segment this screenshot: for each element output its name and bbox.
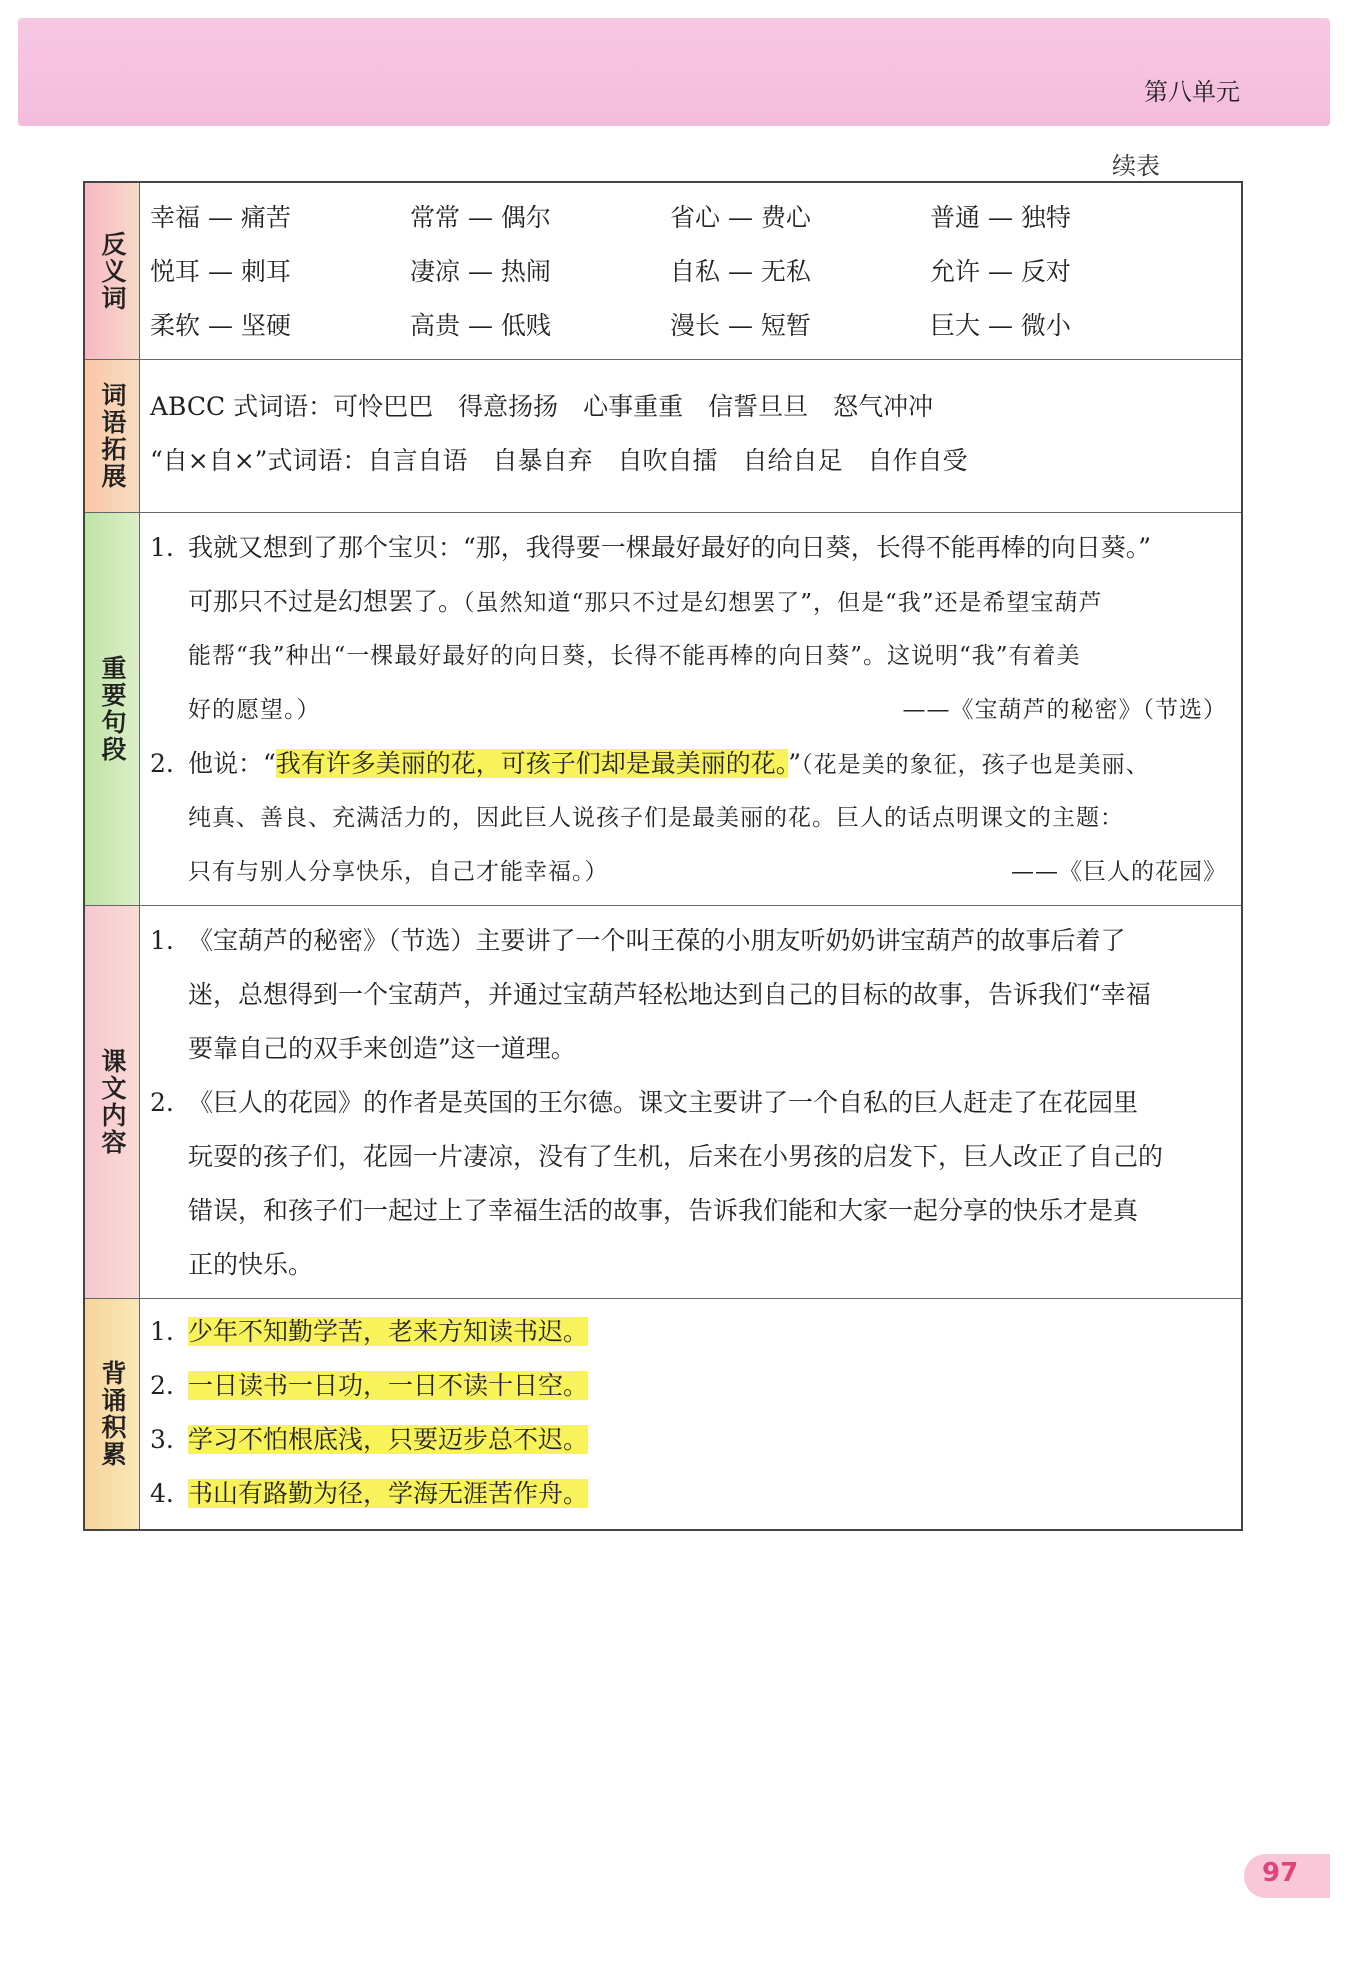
recite-item-text: 少年不知勤学苦，老来方知读书迟。 [188,1317,589,1346]
recite-item-text: 学习不怕根底浅，只要迈步总不迟。 [188,1425,589,1454]
content-2-line-1 [150,1076,1227,1130]
recite-label: 背诵积累 [85,1299,140,1529]
content-1-b: 迷，总想得到一个宝葫芦，并通过宝葫芦轻松地达到自己的目标的故事，告诉我们“幸福 [188,980,1151,1009]
recite-item [150,1413,1227,1467]
antonym-pair: 幸福 — 痛苦 [150,203,291,232]
sentence-1-note-a: （虽然知道“那只不过是幻想罢了”，但是“我”还是希望宝葫芦 [463,590,1103,616]
sentence-2-number: 2. [150,749,174,778]
sentences-label: 重要句段 [85,513,140,905]
recite-item-number: 3. [150,1425,174,1454]
antonym-pair: 普通 — 独特 [930,203,1071,232]
sentence-1-text: 我就又想到了那个宝贝：“那，我得要一棵最好最好的向日葵，长得不能再棒的向日葵。” [188,533,1152,562]
content-2-d: 正的快乐。 [188,1250,314,1279]
recite-content [140,1299,1241,1529]
sentence-1-source: ——《宝葫芦的秘密》（节选） [902,697,1227,723]
antonym-pair: 省心 — 费心 [670,203,811,232]
sentence-1-line-1 [150,521,1227,575]
unit-title: 第八单元 [1144,78,1240,106]
sentence-1-note-c: 好的愿望。） [188,697,321,723]
sentence-1-line-2 [150,575,1227,629]
words-label: 词语拓展 [85,360,140,512]
antonym-pair: 漫长 — 短暂 [670,311,811,340]
sentence-1-number: 1. [150,533,174,562]
sentence-2-highlight: 我有许多美丽的花，可孩子们却是最美丽的花。 [275,749,789,778]
content-1-c: 要靠自己的双手来创造”这一道理。 [188,1034,576,1063]
recite-item-number: 4. [150,1479,174,1508]
content-1-number: 1. [150,926,174,955]
recite-item [150,1359,1227,1413]
content-label: 课文内容 [85,906,140,1298]
content-2-a: 《巨人的花园》的作者是英国的王尔德。课文主要讲了一个自私的巨人赶走了在花园里 [188,1088,1139,1117]
antonyms-row [85,183,1241,360]
sentence-2-line-3 [150,845,1227,899]
antonyms-grid [150,191,1227,353]
sentence-2-source: ——《巨人的花园》 [1011,859,1227,885]
recite-item-text: 一日读书一日功，一日不读十日空。 [188,1371,589,1400]
content-2-c: 错误，和孩子们一起过上了幸福生活的故事，告诉我们能和大家一起分享的快乐才是真 [188,1196,1139,1225]
sentence-2-pre: 他说：“ [188,749,276,778]
sentence-1-line-4 [150,683,1227,737]
sentence-2-line-1 [150,737,1227,791]
sentence-1-note-b: 能帮“我”种出“一棵最好最好的向日葵，长得不能再棒的向日葵”。这说明“我”有着美 [188,643,1081,669]
recite-item [150,1305,1227,1359]
page-number: 97 [1262,1858,1299,1888]
summary-table [83,181,1243,1531]
abcc-words: ABCC 式词语：可怜巴巴 得意扬扬 心事重重 信誓旦旦 怒气冲冲 [150,392,934,421]
antonym-pair: 巨大 — 微小 [930,311,1071,340]
header-band [18,18,1330,126]
content-1-a: 《宝葫芦的秘密》（节选）主要讲了一个叫王葆的小朋友听奶奶讲宝葫芦的故事后着了 [188,926,1126,955]
sentences-content [140,513,1241,905]
words-row [85,360,1241,513]
antonym-pair: 悦耳 — 刺耳 [150,257,291,286]
content-content [140,906,1241,1298]
recite-item-number: 2. [150,1371,174,1400]
content-2-b: 玩耍的孩子们，花园一片凄凉，没有了生机，后来在小男孩的启发下，巨人改正了自己的 [188,1142,1164,1171]
recite-item-number: 1. [150,1317,174,1346]
antonyms-label: 反义词 [85,183,140,359]
words-content [140,360,1241,512]
recite-item-text: 书山有路勤为径，学海无涯苦作舟。 [188,1479,589,1508]
zixzix-words: “自×自×”式词语：自言自语 自暴自弃 自吹自擂 自给自足 自作自受 [150,446,968,475]
antonym-pair: 自私 — 无私 [670,257,811,286]
sentence-2-note-a: （花是美的象征，孩子也是美丽、 [801,752,1150,778]
antonyms-content [140,183,1241,359]
content-row [85,906,1241,1299]
recite-row [85,1299,1241,1529]
antonym-pair: 凄凉 — 热闹 [410,257,551,286]
recite-item [150,1467,1227,1521]
sentence-2-note-c: 只有与别人分享快乐，自己才能幸福。） [188,859,609,885]
content-2-number: 2. [150,1088,174,1117]
antonym-pair: 常常 — 偶尔 [410,203,551,232]
antonym-pair: 柔软 — 坚硬 [150,311,291,340]
sentence-2-post: ” [788,749,802,778]
antonym-pair: 允许 — 反对 [930,257,1071,286]
content-1-line-1 [150,914,1227,968]
sentence-2-note-b: 纯真、善良、充满活力的，因此巨人说孩子们是最美丽的花。巨人的话点明课文的主题： [188,805,1124,831]
recite-list [150,1305,1227,1521]
sentence-1-cont: 可那只不过是幻想罢了。 [188,587,464,616]
sentences-row [85,513,1241,906]
antonym-pair: 高贵 — 低贱 [410,311,551,340]
continued-label: 续表 [1112,152,1160,180]
